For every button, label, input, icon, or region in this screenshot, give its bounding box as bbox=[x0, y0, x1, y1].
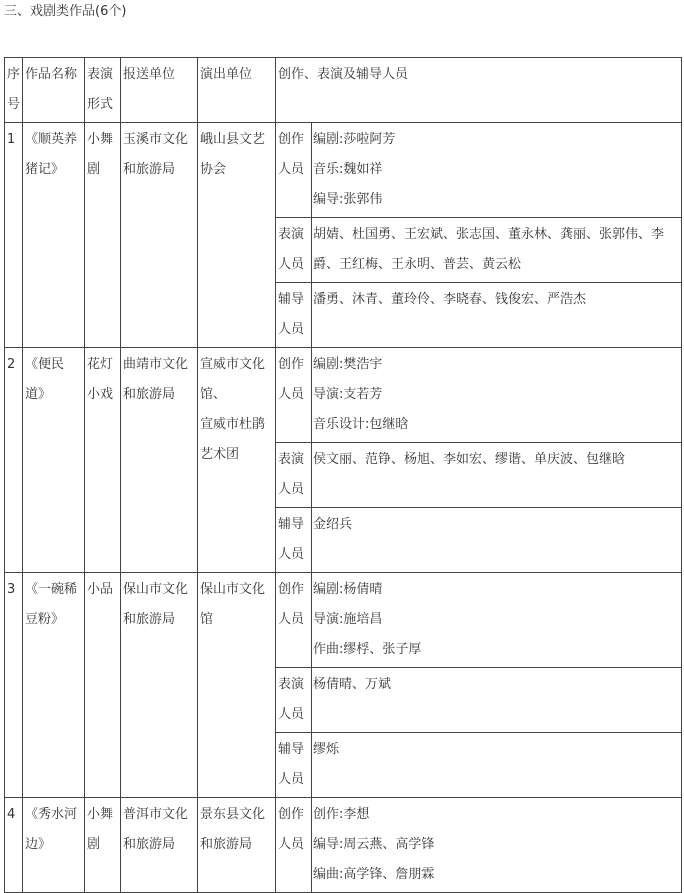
section-title: 三、戏剧类作品(6个) bbox=[4, 4, 127, 19]
header-staff: 创作、表演及辅导人员 bbox=[276, 58, 682, 123]
works-table bbox=[4, 57, 682, 893]
performance-form: 花灯小戏 bbox=[85, 348, 121, 573]
coaches-label: 辅导人员 bbox=[276, 733, 312, 798]
performing-unit bbox=[198, 348, 276, 573]
creative-label: 创作人员 bbox=[276, 348, 312, 443]
performance-form: 小舞剧 bbox=[85, 798, 121, 893]
creative-line: 创作:李想 bbox=[313, 807, 370, 822]
coaches: 金绍兵 bbox=[312, 508, 682, 573]
row-index: 1 bbox=[5, 123, 23, 348]
creative-staff bbox=[312, 573, 682, 668]
performers: 胡婧、杜国勇、王宏斌、张志国、董永林、龚丽、张郭伟、李爵、王红梅、王永明、普芸、黄云松 bbox=[312, 218, 682, 283]
work-name: 《顺英养猪记》 bbox=[23, 123, 85, 348]
header-submitting-unit: 报送单位 bbox=[121, 58, 198, 123]
creative-line: 编剧:樊浩宇 bbox=[313, 357, 383, 372]
performers: 侯文丽、范铮、杨旭、李如宏、缪谐、单庆波、包继晗 bbox=[312, 443, 682, 508]
performing-unit: 峨山县文艺协会 bbox=[198, 123, 276, 348]
performing-unit: 保山市文化馆 bbox=[198, 573, 276, 798]
row-index: 3 bbox=[5, 573, 23, 798]
performing-unit-line: 宣威市文化馆、 bbox=[200, 357, 266, 402]
work-name: 《一碗稀豆粉》 bbox=[23, 573, 85, 798]
work-name: 《秀水河边》 bbox=[23, 798, 85, 893]
performers-label: 表演人员 bbox=[276, 218, 312, 283]
creative-label: 创作人员 bbox=[276, 573, 312, 668]
coaches-label: 辅导人员 bbox=[276, 508, 312, 573]
header-form: 表演形式 bbox=[85, 58, 121, 123]
table-row bbox=[5, 123, 682, 218]
creative-line: 编导:周云燕、高学锋 bbox=[313, 837, 435, 852]
work-name: 《便民道》 bbox=[23, 348, 85, 573]
table-row bbox=[5, 573, 682, 668]
performing-unit: 景东县文化和旅游局 bbox=[198, 798, 276, 893]
creative-line: 编曲:高学锋、詹朋霖 bbox=[313, 867, 435, 882]
header-performing-unit: 演出单位 bbox=[198, 58, 276, 123]
creative-line: 音乐设计:包继晗 bbox=[313, 417, 409, 432]
creative-staff bbox=[312, 348, 682, 443]
header-index: 序号 bbox=[5, 58, 23, 123]
header-work-name: 作品名称 bbox=[23, 58, 85, 123]
performers: 杨倩晴、万斌 bbox=[312, 668, 682, 733]
coaches: 缪烁 bbox=[312, 733, 682, 798]
performance-form: 小品 bbox=[85, 573, 121, 798]
creative-line: 编导:张郭伟 bbox=[313, 192, 383, 207]
creative-line: 导演:支若芳 bbox=[313, 387, 383, 402]
performance-form: 小舞剧 bbox=[85, 123, 121, 348]
submitting-unit: 玉溪市文化和旅游局 bbox=[121, 123, 198, 348]
performers-label: 表演人员 bbox=[276, 668, 312, 733]
creative-staff bbox=[312, 798, 682, 893]
creative-line: 导演:施培昌 bbox=[313, 612, 383, 627]
coaches-label: 辅导人员 bbox=[276, 283, 312, 348]
row-index: 2 bbox=[5, 348, 23, 573]
creative-label: 创作人员 bbox=[276, 123, 312, 218]
submitting-unit: 保山市文化和旅游局 bbox=[121, 573, 198, 798]
performers-label: 表演人员 bbox=[276, 443, 312, 508]
submitting-unit: 普洱市文化和旅游局 bbox=[121, 798, 198, 893]
row-index: 4 bbox=[5, 798, 23, 893]
submitting-unit: 曲靖市文化和旅游局 bbox=[121, 348, 198, 573]
creative-line: 作曲:缪桴、张子厚 bbox=[313, 642, 422, 657]
performing-unit-line: 宣威市杜鹃艺术团 bbox=[200, 417, 266, 462]
table-header-row bbox=[5, 58, 682, 123]
creative-line: 编剧:杨倩晴 bbox=[313, 582, 383, 597]
creative-staff bbox=[312, 123, 682, 218]
coaches: 潘勇、沐青、董玲伶、李晓春、钱俊宏、严浩杰 bbox=[312, 283, 682, 348]
creative-label: 创作人员 bbox=[276, 798, 312, 893]
creative-line: 音乐:魏如祥 bbox=[313, 162, 383, 177]
table-row bbox=[5, 798, 682, 893]
creative-line: 编剧:莎啦阿芳 bbox=[313, 132, 396, 147]
table-row bbox=[5, 348, 682, 443]
